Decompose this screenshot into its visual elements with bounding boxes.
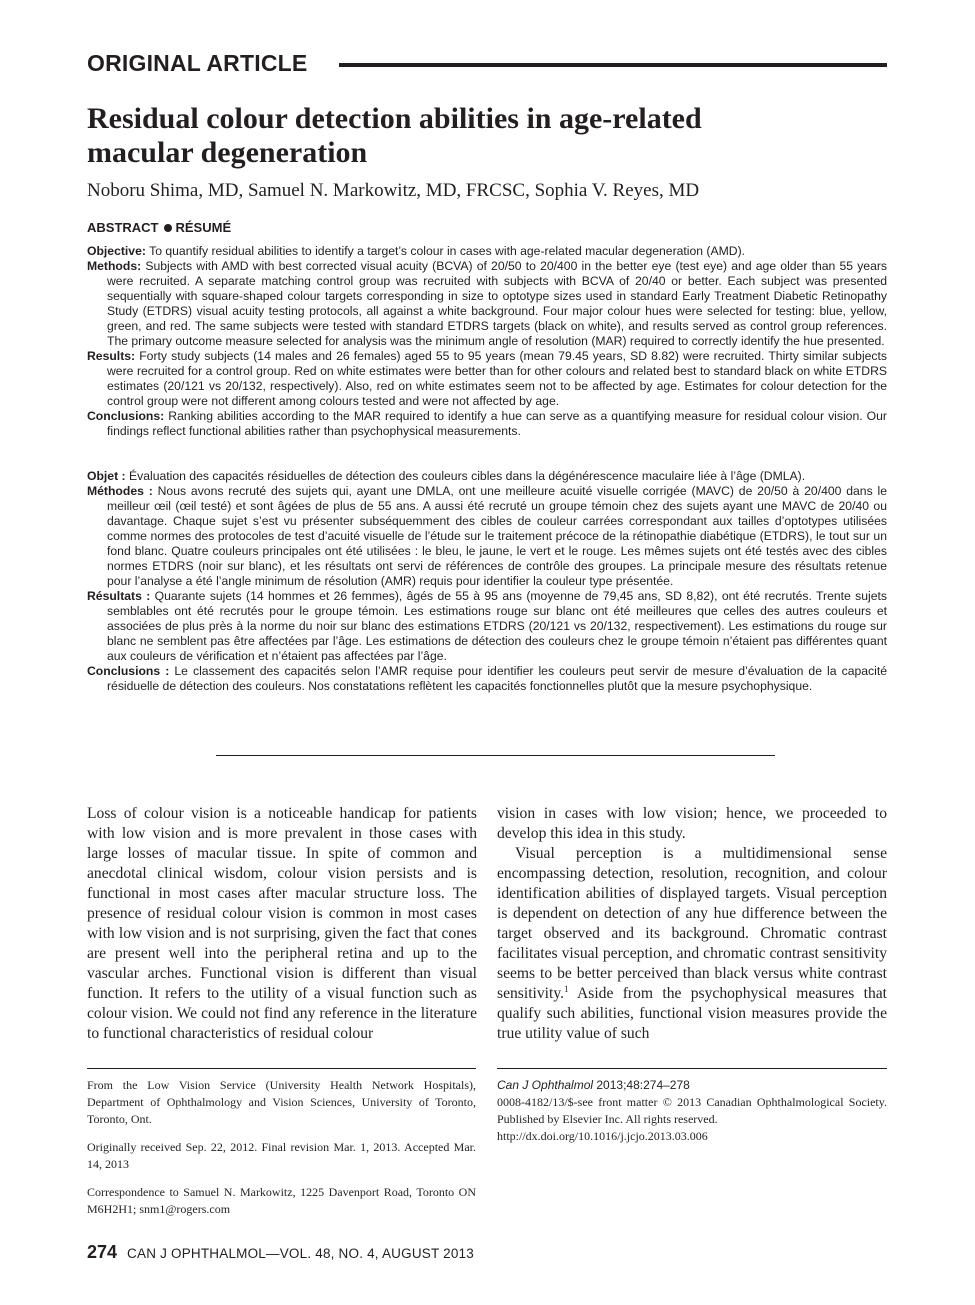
journal-citation — [497, 1077, 887, 1094]
abstract-text: To quantify residual abilities to identify a target’s colour in cases with age-related macular degeneration (AMD). — [149, 244, 746, 258]
abstract-text: Nous avons recruté des sujets qui, ayant une DMLA, ont une meilleure acuité visuelle corrigée (MAVC) de 20/50 à 20/400 dans le meilleur œil (œil testé) et sont âgées de plus de 55 ans. A aussi été recruté un groupe témoin chez des sujets ayant une MAVC de 20/40 ou davantage. Chaque sujet s’est vu présenter subséquemment des cibles de couleur carrées correspondant aux tailles d’optotypes utilisées comme normes des protocoles de test d’acuité visuelle de l’étude sur le traitement précoce de la rétinopathie diabétique (ETDRS), le tout sur un fond blanc. Quatre couleurs principales ont été utilisées : le bleu, le jaune, le vert et le rouge. Les mêmes sujets ont été testés avec des cibles normes ETDRS (noir sur blanc), et les résultats ont servi de références de contrôle des groupes. La principale mesure des résultats retenue pour l’analyse a été l’angle minimum de résolution (AMR) requis pour identifier la couleur type présentée. — [107, 484, 887, 588]
footnotes — [87, 1077, 476, 1229]
abstract-objective — [87, 244, 887, 259]
abstract-label: Objective: — [87, 244, 146, 258]
body-paragraph: Loss of colour vision is a noticeable handicap for patients with low vision and is more prevalent in those cases with large losses of macular tissue. In spite of common and anecdotal clinical wisdom, colour vision persists and is functional in most cases after macular structure loss. The presence of residual colour vision is common in most cases with low vision and is not surprising, given the fact that cones are present well into the peripheral retina and up to the vascular arches. Functional vision is different than visual function. It refers to the utility of a visual function such as colour vision. We could not find any reference in the literature to functional characteristics of residual colour — [87, 805, 477, 1042]
article-title — [87, 102, 887, 170]
resume-objet — [87, 469, 887, 484]
author-list: Noboru Shima, MD, Samuel N. Markowitz, MD, FRCSC, Sophia V. Reyes, MD — [87, 180, 700, 201]
journal-abbrev: Can J Ophthalmol — [497, 1078, 594, 1092]
correspondence-note: Correspondence to Samuel N. Markowitz, 1225 Davenport Road, Toronto ON M6H2H1; snm1@rogers.com — [87, 1185, 476, 1216]
page-number: 274 — [87, 1242, 118, 1262]
doi-link[interactable]: http://dx.doi.org/10.1016/j.jcjo.2013.03.006 — [497, 1129, 708, 1143]
publication-info — [497, 1077, 887, 1145]
abstract-text: Évaluation des capacités résiduelles de détection des couleurs cibles dans la dégénérescence maculaire liée à l’âge (DMLA). — [128, 469, 806, 483]
received-note: Originally received Sep. 22, 2012. Final revision Mar. 1, 2013. Accepted Mar. 14, 2013 — [87, 1140, 476, 1171]
resume-methodes — [87, 484, 887, 589]
body-column-right — [497, 804, 887, 1044]
affiliation-note: From the Low Vision Service (University Health Network Hospitals), Department of Ophthalmology and Vision Sciences, University of Toronto, Toronto, Ont. — [87, 1078, 476, 1126]
abstract-heading-fr: RÉSUMÉ — [175, 220, 232, 235]
section-header — [87, 50, 887, 82]
copyright-note: 0008-4182/13/$-see front matter © 2013 Canadian Ophthalmological Society. Published by Elsevier Inc. All rights reserved. — [497, 1095, 887, 1126]
footnote-divider — [497, 1068, 887, 1069]
body-text: Aside from the psychophysical measures that qualify such abilities, functional vision measures provide the true utility value of such — [497, 985, 887, 1042]
reference-marker[interactable]: 1 — [564, 983, 569, 994]
section-rule — [339, 63, 887, 67]
abstract-text: Quarante sujets (14 hommes et 26 femmes), âgés de 55 à 95 ans (moyenne de 79,45 ans, SD 8,82), ont été recrutés. Trente sujets semblables ont été recrutés pour le groupe témoin. Les estimations rouge sur blanc ont été meilleures que celles des autres couleurs et associées de plus près à la norme du noir sur blanc des estimations ETDRS (20/121 vs 20/132, respectivement). Les estimations du rouge sur blanc ne semblent pas être affectées par l’âge. Les estimations de détection des couleurs chez le groupe témoin n’étaient pas différentes quant aux couleurs de vérification et n’étaient pas affectées par l’âge. — [107, 589, 887, 663]
abstract-label: Méthodes : — [87, 484, 153, 498]
abstract-text: Subjects with AMD with best corrected visual acuity (BCVA) of 20/50 to 20/400 in the better eye (test eye) and age older than 55 years were recruited. A separate matching control group was recruited with subjects with BCVA of 20/40 or better. Each subject was presented sequentially with square-shaped colour targets corresponding in size to optotype sizes used in standard Early Treatment Diabetic Retinopathy Study (ETDRS) visual acuity testing protocols, all against a white background. Four major colour hues were selected for testing: blue, yellow, green, and red. The same subjects were tested with standard ETDRS targets (black on white), and results served as control group references. The primary outcome measure selected for analysis was the minimum angle of resolution (MAR) required to correctly identify the hue presented. — [107, 259, 888, 348]
abstract-label: Results: — [87, 349, 136, 363]
citation-volume: 2013;48:274–278 — [593, 1078, 690, 1092]
body-text: Visual perception is a multidimensional sense encompassing detection, resolution, recognition, and colour identification abilities of displayed targets. Visual perception is dependent on detection of any hue difference between the target observed and its background. Chromatic contrast facilitates visual perception, and chromatic contrast sensitivity seems to be better perceived than black versus white contrast sensitivity. — [497, 845, 887, 1002]
abstract-results — [87, 349, 887, 409]
abstract-heading — [87, 220, 231, 236]
bullet-icon — [164, 224, 172, 232]
body-paragraph — [497, 844, 887, 1044]
title-line: macular degeneration — [87, 136, 368, 169]
page-footer — [87, 1242, 474, 1263]
body-column-left — [87, 804, 477, 1044]
abstract-text: Forty study subjects (14 males and 26 females) aged 55 to 95 years (mean 79.45 years, SD 8.82) were recruited. Thirty similar subjects were recruited for a control group. Red on white estimates were better than for other colours and related best to standard black on white ETDRS estimates (20/121 vs 20/132, respectively). Also, red on white estimates seem not to be affected by age. Estimates for colour detection for the control group were not different among colours tested and were not affected by age. — [107, 349, 888, 408]
abstract-label: Methods: — [87, 259, 142, 273]
abstract-label: Conclusions : — [87, 664, 170, 678]
body-paragraph: vision in cases with low vision; hence, we proceeded to develop this idea in this study. — [497, 805, 887, 842]
abstract-text: Le classement des capacités selon l’AMR requise pour identifier les couleurs peut servir de mesure d’évaluation de la capacité résiduelle de détection des couleurs. Nos constatations reflètent les capacités fonctionnelles plutôt que la mesure psychophysique. — [107, 664, 888, 693]
running-head: CAN J OPHTHALMOL—VOL. 48, NO. 4, AUGUST 2013 — [127, 1246, 474, 1261]
divider — [216, 755, 775, 756]
abstract-heading-en: ABSTRACT — [87, 220, 159, 235]
resume-conclusions — [87, 664, 887, 694]
abstract-french — [87, 469, 887, 694]
abstract-english — [87, 244, 887, 439]
section-label: ORIGINAL ARTICLE — [87, 50, 308, 76]
abstract-label: Objet : — [87, 469, 126, 483]
footnote-divider — [87, 1068, 476, 1069]
abstract-conclusions — [87, 409, 887, 439]
title-line: Residual colour detection abilities in age-related — [87, 102, 702, 135]
abstract-methods — [87, 259, 887, 349]
resume-resultats — [87, 589, 887, 664]
abstract-label: Résultats : — [87, 589, 151, 603]
abstract-label: Conclusions: — [87, 409, 165, 423]
abstract-text: Ranking abilities according to the MAR required to identify a hue can serve as a quantifying measure for residual colour vision. Our findings reflect functional abilities rather than psychophysical measurements. — [107, 409, 887, 438]
